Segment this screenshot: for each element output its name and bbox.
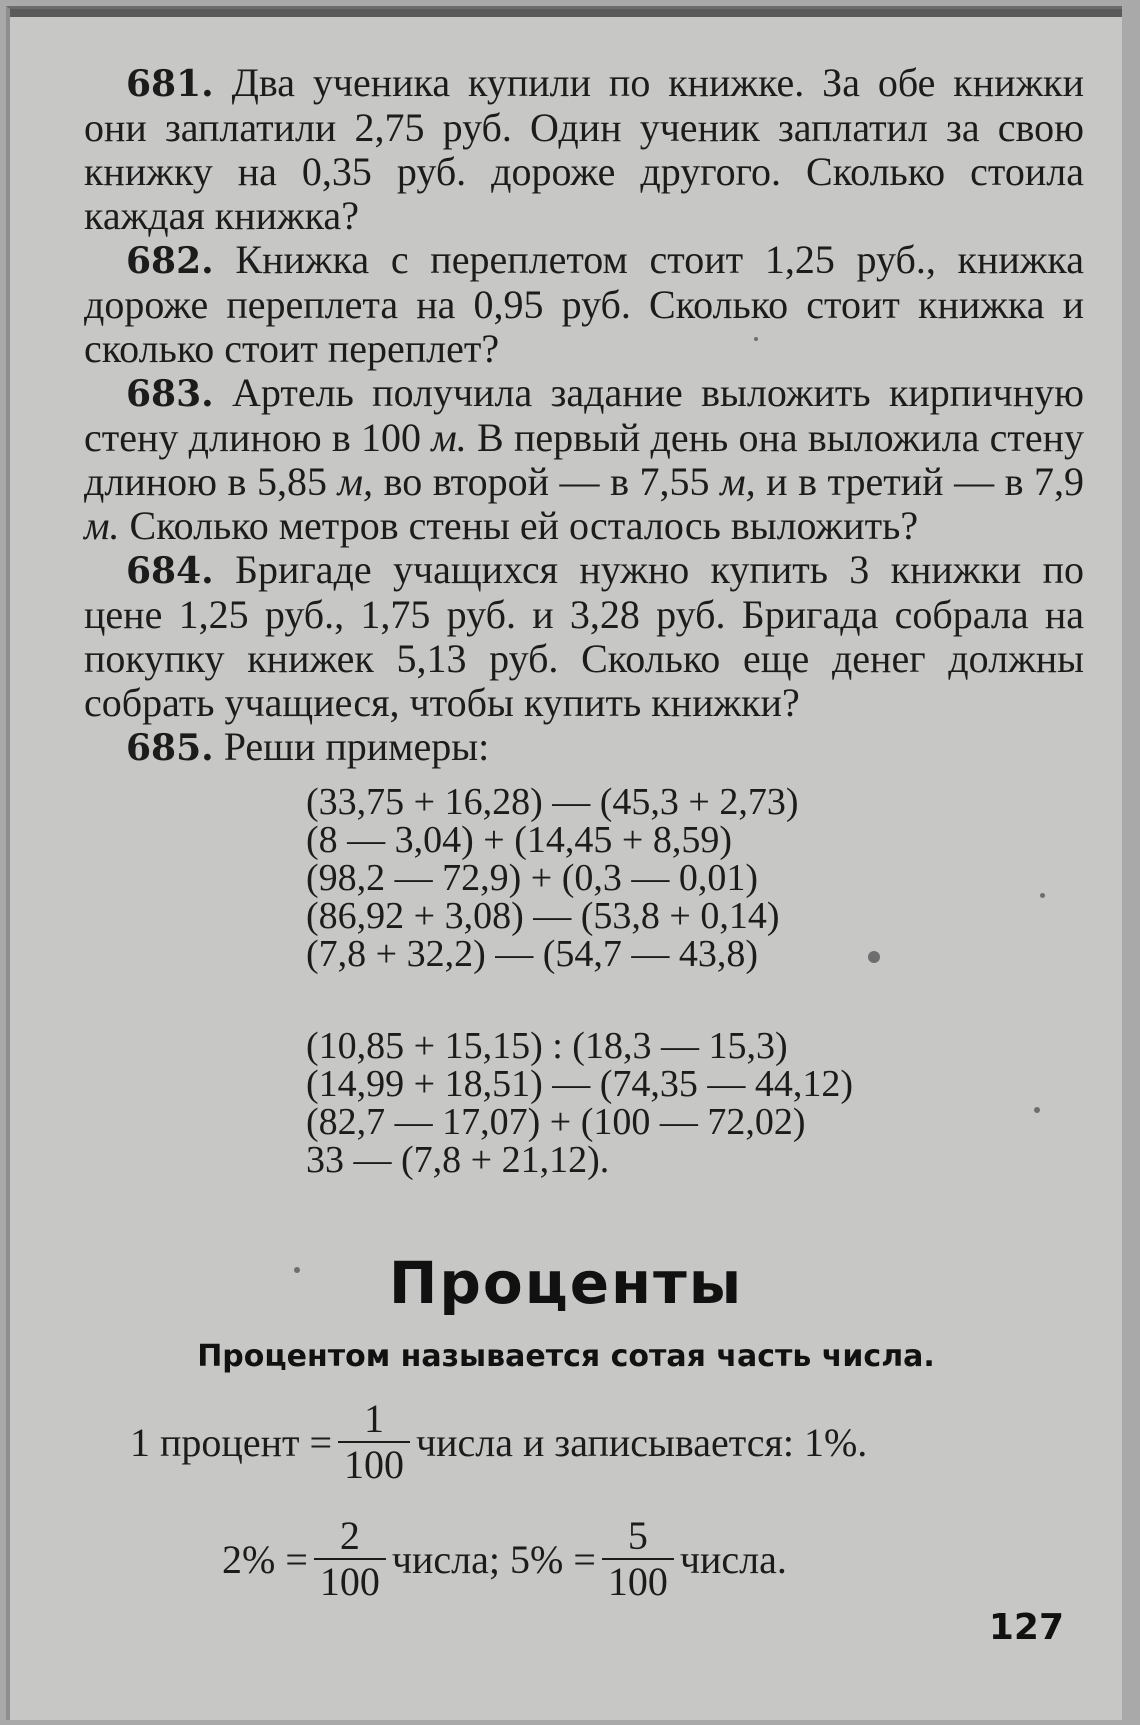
unit-label: м, xyxy=(720,459,756,504)
page-top-edge xyxy=(10,9,1122,17)
print-speck xyxy=(754,337,758,341)
formula-middle: числа; 5% = xyxy=(391,1536,596,1582)
examples-group-1 xyxy=(306,783,866,973)
problem-text-part: Сколько метров стены ей осталось выложить? xyxy=(129,503,919,548)
page-number: 127 xyxy=(988,1607,1064,1648)
section-definition: Процентом называется сотая часть числа. xyxy=(197,1339,935,1374)
problems-list xyxy=(84,61,1084,770)
formula-tail: числа. xyxy=(679,1536,787,1582)
example-expression: (33,75 + 16,28) — (45,3 + 2,73) xyxy=(306,781,799,823)
problem-684 xyxy=(84,548,1084,725)
unit-label: м, xyxy=(337,459,374,504)
problem-685 xyxy=(84,725,1084,770)
problem-text-part: Артель получила задание выложить кирпичную стену длиною в 100 xyxy=(84,370,1085,460)
section-heading: Проценты xyxy=(388,1249,744,1317)
formula-lead: 2% = xyxy=(222,1536,308,1582)
problem-number: 682. xyxy=(126,240,214,282)
example-expression: (14,99 + 18,51) — (74,35 — 44,12) xyxy=(306,1063,854,1105)
fraction-numerator: 1 xyxy=(364,1396,385,1441)
print-speck xyxy=(1040,893,1045,898)
problem-text-part: и в третий — в 7,9 xyxy=(766,459,1085,504)
formula-tail: числа и записывается: 1%. xyxy=(416,1419,868,1465)
unit-label: м. xyxy=(431,415,467,460)
book-page xyxy=(6,6,1122,1720)
fraction-numerator: 2 xyxy=(339,1513,360,1558)
print-speck xyxy=(1034,1107,1040,1113)
fraction-numerator: 5 xyxy=(627,1513,648,1558)
examples-group-2 xyxy=(306,1027,866,1179)
unit-label: м. xyxy=(84,503,120,548)
fraction xyxy=(314,1514,386,1604)
formula-lead: 1 процент = xyxy=(130,1419,333,1465)
fraction xyxy=(602,1514,674,1604)
problem-682 xyxy=(84,238,1084,371)
percent-formula-2 xyxy=(222,1514,787,1604)
problem-text: Бригаде учащихся нужно купить 3 книжки по цене 1,25 руб., 1,75 руб. и 3,28 руб. Бригада собрала на покупку книжек 5,13 руб. Сколько еще денег должны собрать учащиеся, чтобы купить книжки? xyxy=(84,547,1085,725)
fraction-denominator: 100 xyxy=(602,1558,674,1604)
problem-number: 685. xyxy=(126,727,214,769)
problem-text: Книжка с переплетом стоит 1,25 руб., книжка дороже переплета на 0,95 руб. Сколько стоит книжка и сколько стоит переплет? xyxy=(84,237,1085,371)
fraction xyxy=(338,1397,410,1487)
example-expression: (10,85 + 15,15) : (18,3 — 15,3) xyxy=(306,1025,788,1067)
problem-number: 684. xyxy=(126,550,214,592)
problem-text-part: во второй — в 7,55 xyxy=(383,459,710,504)
problem-681 xyxy=(84,61,1084,238)
print-speck xyxy=(294,1267,300,1273)
example-expression: 33 — (7,8 + 21,12). xyxy=(306,1139,610,1181)
example-expression: (86,92 + 3,08) — (53,8 + 0,14) xyxy=(306,895,780,937)
percent-formula-1 xyxy=(130,1397,867,1487)
fraction-denominator: 100 xyxy=(314,1558,386,1604)
problem-683 xyxy=(84,371,1084,548)
problem-number: 683. xyxy=(126,373,214,415)
problem-text-part: В первый день она выложила стену длиною в 5,85 xyxy=(84,415,1085,504)
example-expression: (98,2 — 72,9) + (0,3 — 0,01) xyxy=(306,857,759,899)
print-speck xyxy=(868,951,880,963)
example-expression: (8 — 3,04) + (14,45 + 8,59) xyxy=(306,819,732,861)
fraction-denominator: 100 xyxy=(338,1441,410,1487)
problem-text: Реши примеры: xyxy=(223,724,490,769)
example-expression: (7,8 + 32,2) — (54,7 — 43,8) xyxy=(306,933,759,975)
problem-text: Два ученика купили по книжке. За обе книжки они заплатили 2,75 руб. Один ученик заплатил за свою книжку на 0,35 руб. дороже другого. Сколько стоила каждая книжка? xyxy=(84,60,1085,238)
problem-number: 681. xyxy=(126,63,214,105)
example-expression: (82,7 — 17,07) + (100 — 72,02) xyxy=(306,1101,806,1143)
